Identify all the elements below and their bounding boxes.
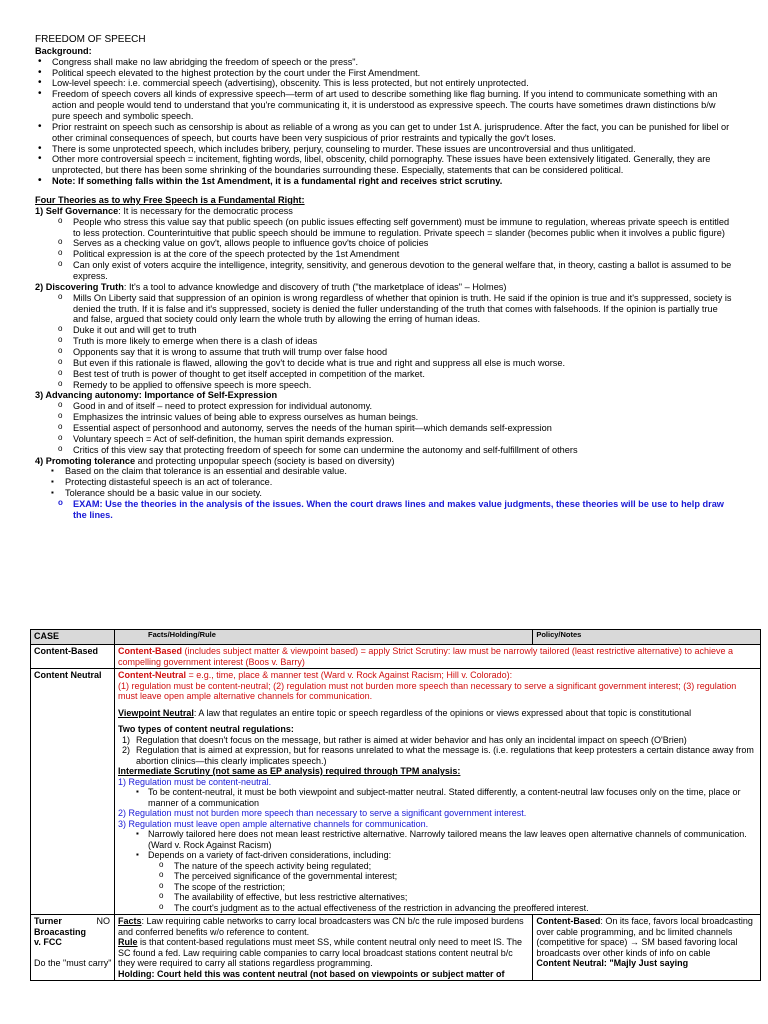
item-text: Regulation that is aimed at expression, but for reasons unrelated to what the message is. (i.e. regulations that keep protesters a certain distance away from abortion clinics—this clearly implicates speech.): [135, 745, 754, 766]
content-neutral-lead: Content-Neutral: [117, 670, 186, 681]
case-name-note: Do the "must carry": [34, 957, 112, 968]
requirement-3-list: [118, 829, 757, 861]
holding-text: Holding: Court held this was content neutral (not based on viewpoints or subject matter of: [117, 968, 505, 979]
list-item: o Political expression is at the core of the speech protected by the 1st Amendment: [35, 249, 735, 260]
list-item: ▪ Protecting distasteful speech is an act of tolerance.: [35, 477, 735, 488]
list-item: • Freedom of speech covers all kinds of expressive speech—term of art used to describe something like flag burning. If you intend to communicate something with an action and people would tend to understand that you're communicating it, it is understood as expressive speech. The courts have sometimes drawn distinctions b/w pure speech and symbolic speech.: [35, 89, 735, 122]
list-item: ▪ To be content-neutral, it must be both viewpoint and subject-matter neutral. Stated differently, a content-neutral law focuses only on the time, place or manner of a communication: [118, 787, 757, 808]
case-name: Content-Based: [31, 645, 115, 669]
page-title: FREEDOM OF SPEECH: [35, 34, 146, 45]
header-facts: Facts/Holding/Rule: [114, 630, 532, 645]
policy-body: : On its face, favors local broadcasting over cable programming, and bc limited channels (competitive for space) → SM based favoring local broadcasts over other kinds of info on cable: [536, 916, 753, 958]
theory-heading: [35, 456, 735, 467]
theory-heading: [35, 390, 735, 401]
list-item: o Truth is more likely to emerge when there is a clash of ideas: [35, 336, 735, 347]
case-name: Turner Broacasting v. FCC: [34, 916, 87, 948]
list-item: o The scope of the restriction;: [136, 882, 757, 893]
theory-text: : It is necessary for the democratic process: [118, 205, 293, 216]
case-table: [30, 629, 761, 981]
table-header-row: [31, 630, 761, 645]
case-name-cell: [31, 915, 115, 981]
list-item: ▪ Depends on a variety of fact-driven considerations, including:: [118, 850, 757, 861]
list-item: o Emphasizes the intrinsic values of being able to express ourselves as human beings.: [35, 412, 735, 423]
theory-list: [35, 466, 735, 499]
intro-text: = e.g., time, place & manner test (Ward v. Rock Against Racism; Hill v. Colorado):: [185, 670, 513, 681]
content-based-lead: Content-Based: [117, 646, 182, 656]
list-item: ▪ Based on the claim that tolerance is an essential and desirable value.: [35, 466, 735, 477]
theory-text: and protecting unpopular speech (society is based on diversity): [135, 455, 395, 466]
theory-heading: [35, 282, 735, 293]
table-row: [31, 915, 761, 981]
notes-section: [35, 34, 735, 521]
theory-list: [35, 401, 735, 455]
intermediate-heading: Intermediate Scrutiny (not same as EP analysis) required through TPM analysis:: [117, 766, 461, 777]
list-item: o Voluntary speech = Act of self-definition, the human spirit demands expression.: [35, 434, 735, 445]
policy-text: [536, 916, 757, 958]
theories-heading: Four Theories as to why Free Speech is a Fundamental Right:: [35, 194, 305, 205]
theory-label: 3) Advancing autonomy: Importance of Self-Expression: [35, 390, 278, 401]
list-item: o The nature of the speech activity being regulated;: [136, 861, 757, 872]
content-based-text: (includes subject matter & viewpoint based) = apply Strict Scrutiny: law must be narrowly tailored (least restrictive alternative) to achieve a compelling government interest (Boos v. Barry): [117, 646, 733, 667]
requirement-1-list: [118, 787, 757, 808]
list-item: • Low-level speech: i.e. commercial speech (advertising), obscenity. This is less protected, but not entirely unprotected.: [35, 78, 735, 89]
content-neutral-requirements: (1) regulation must be content-neutral; (2) regulation must not burden more speech than necessary to serve a significant government interest; (3) regulation must leave open ample alternative channels for communication.: [117, 680, 737, 702]
case-flag: NO: [96, 916, 110, 927]
exam-note-list: [35, 499, 735, 521]
list-item: 1) Regulation that doesn't focus on the message, but rather is aimed at wider behavior and has only an incidental impact on speech (O'Brien): [121, 734, 687, 745]
policy-text-2: Content Neutral: "Majly Just saying: [536, 958, 689, 969]
theory-list: [35, 293, 735, 391]
requirement-1: 1) Regulation must be content-neutral.: [117, 776, 272, 787]
list-item: • Political speech elevated to the highest protection by the court under the First Amendment.: [35, 68, 735, 79]
theory-heading: [35, 206, 735, 217]
rule-body: is that content-based regulations must meet SS, while content neutral only need to meet IS. The SC found a fed. Law requiring cable companies to carry local broadcast stations content neutral b/c they were required to carry all stations regardless programming.: [117, 937, 523, 969]
list-item: • Congress shall make no law abridging the freedom of speech or the press".: [35, 57, 735, 68]
two-types-heading: Two types of content neutral regulations:: [117, 724, 294, 735]
exam-note: o EXAM: Use the theories in the analysis of the issues. When the court draws lines and makes value judgments, these theories will be use to help draw the lines.: [35, 499, 735, 521]
header-policy: Policy/Notes: [533, 630, 761, 645]
theory-label: 2) Discovering Truth: [35, 281, 124, 292]
list-item: o The perceived significance of the governmental interest;: [136, 871, 757, 882]
content-neutral-intro: [118, 670, 757, 681]
list-item: 2) Regulation that is aimed at expression, but for reasons unrelated to what the message is. (i.e. regulations that keep protesters a certain distance away from abortion clinics—this clearly implicates speech.): [121, 745, 754, 766]
case-facts: [114, 645, 760, 669]
item-text: Regulation that doesn't focus on the message, but rather is aimed at wider behavior and has only an incidental impact on speech (O'Brien): [135, 734, 687, 745]
list-item: ▪ Tolerance should be a basic value in our society.: [35, 488, 735, 499]
list-item: o But even if this rationale is flawed, allowing the gov't to decide what is true and right and suppress all else is much worse.: [35, 358, 735, 369]
theory-label: 4) Promoting tolerance: [35, 455, 136, 466]
list-item: o The court's judgment as to the actual effectiveness of the restriction in advancing the preoffered interest.: [136, 903, 757, 914]
table-row: [31, 669, 761, 915]
list-item: o Can only exist of voters acquire the intelligence, integrity, sensitivity, and generous devotion to the general welfare that, in theory, casting a ballot is assumed to be express.: [35, 260, 735, 282]
facts-text: [118, 916, 529, 937]
list-item: o Good in and of itself – need to protect expression for individual autonomy.: [35, 401, 735, 412]
requirement-2: 2) Regulation must not burden more speech than necessary to serve a significant government interest.: [117, 808, 527, 819]
list-item: o Critics of this view say that protecting freedom of speech for some can undermine the autonomy and self-fulfillment of others: [35, 445, 735, 456]
theory-list: [35, 217, 735, 282]
rule-label: Rule: [117, 937, 138, 948]
viewpoint-label: Viewpoint Neutral: [117, 707, 194, 718]
case-name: Content Neutral: [31, 669, 115, 915]
case-policy: [533, 915, 761, 981]
table-row: [31, 645, 761, 669]
list-item: • There is some unprotected speech, which includes bribery, perjury, counseling to murder. These issues are uncontroversial and thus unlitigated.: [35, 144, 735, 155]
background-heading: Background:: [35, 45, 92, 56]
case-facts: [114, 915, 532, 981]
list-item: • Prior restraint on speech such as censorship is about as reliable of a wrong as you can get to under 1st A. jurisprudence. After the fact, you can be punished for libel or other criminal consequences of speech, but courts have been very suspicious of prior restraints and typically the gov't loses.: [35, 122, 735, 144]
two-types-list: [118, 735, 757, 767]
requirement-3: 3) Regulation must leave open ample alternative channels for communication.: [117, 818, 429, 829]
viewpoint-neutral: [118, 708, 757, 719]
list-item: o The availability of effective, but less restrictive alternatives;: [136, 892, 757, 903]
list-item: o Mills On Liberty said that suppression of an opinion is wrong regardless of whether that opinion is truth. He said if the opinion is true and it's suppressed, society is denied the truth. If it is false and it's suppressed, society is denied the fuller understanding of the truth that comes with falsehoods. If the opinion is partially true and false, argued that society could only learn the whole truth by allowing the erring of human ideas.: [35, 293, 735, 326]
list-item: ▪ Narrowly tailored here does not mean least restrictive alternative. Narrowly tailored means the law leaves open alternative channels of communication. (Ward v. Rock Against Racism): [118, 829, 757, 850]
list-item: • Other more controversial speech = incitement, fighting words, libel, obscenity, child pornography. These issues have been extensively litigated. Generally, they are unprotected, but there has been some shrinking of the boundaries surrounding these. Especially, statements that can be considered political.: [35, 154, 735, 176]
considerations-list: [118, 861, 757, 914]
facts-label: Facts: [117, 916, 142, 927]
background-list: [35, 57, 735, 187]
theory-text: : It's a tool to advance knowledge and discovery of truth ("the marketplace of ideas" – Holmes): [123, 281, 507, 292]
list-item: • Note: If something falls within the 1st Amendment, it is a fundamental right and receives strict scrutiny.: [35, 176, 735, 187]
list-item: o Best test of truth is power of thought to get itself accepted in competition of the market.: [35, 369, 735, 380]
case-facts: [114, 669, 760, 915]
list-item: o Remedy to be applied to offensive speech is more speech.: [35, 380, 735, 391]
viewpoint-text: : A law that regulates an entire topic or speech regardless of the opinions or views expressed about that topic is constitutional: [193, 707, 692, 718]
list-item: o People who stress this value say that public speech (on public issues effecting self government) must be immune to regulation, whereas private speech is entitled to less protection. Counterintuitive that public speech should be immune to regulation. Private speech = slander (becomes public when it involves a public figure): [35, 217, 735, 239]
list-item: o Serves as a checking value on gov't, allows people to influence gov'ts choice of policies: [35, 238, 735, 249]
rule-text: [118, 937, 529, 969]
list-item: o Opponents say that it is wrong to assume that truth will trump over false hood: [35, 347, 735, 358]
list-item: o Duke it out and will get to truth: [35, 325, 735, 336]
facts-body: : Law requiring cable networks to carry local broadcasters was CN b/c the rule imposed burdens and conferred benefits w/o reference to content.: [117, 916, 524, 937]
theory-label: 1) Self Governance: [35, 205, 119, 216]
list-item: o Essential aspect of personhood and autonomy, serves the needs of the human spirit—which demands self-expression: [35, 423, 735, 434]
header-case: CASE: [31, 630, 115, 645]
policy-label: Content-Based: [536, 916, 601, 927]
